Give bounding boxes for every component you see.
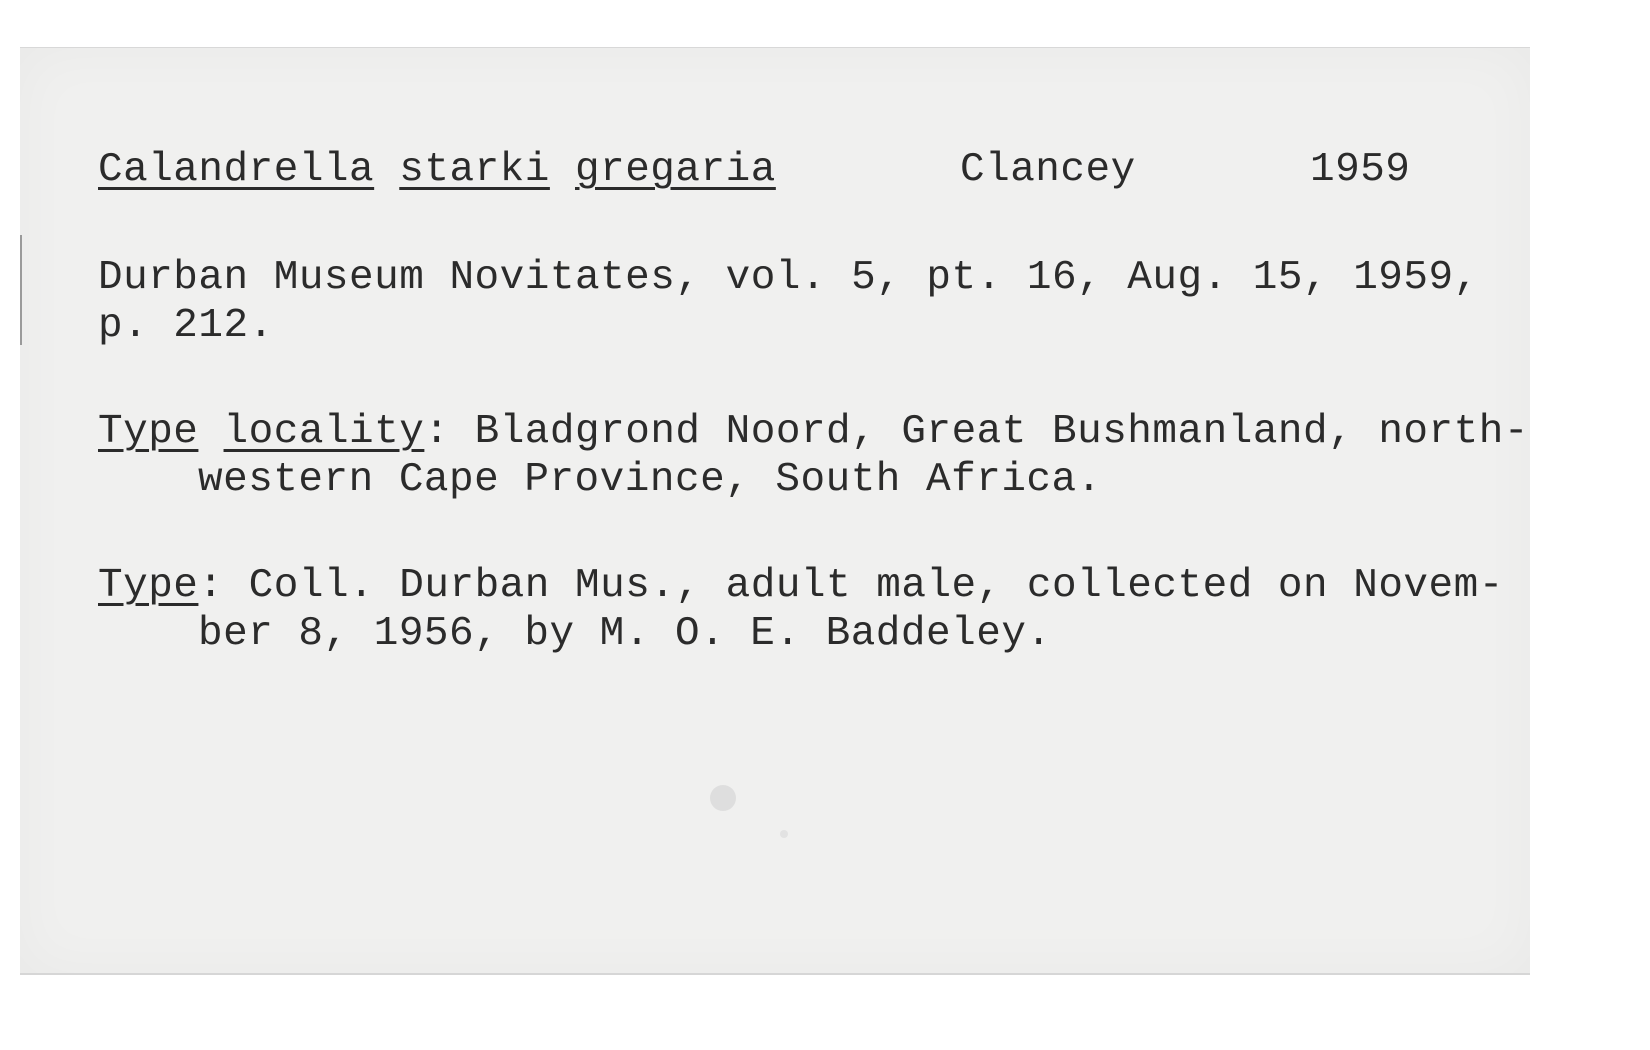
subspecies-name: gregaria	[575, 147, 776, 193]
genus-name: Calandrella	[98, 147, 375, 193]
type-locality-separator: :	[424, 409, 450, 455]
card-edge-mark	[20, 235, 22, 345]
author-name: Clancey	[960, 147, 1136, 193]
species-name: starki	[399, 147, 550, 193]
year: 1959	[1310, 147, 1411, 193]
type-locality-line-1	[98, 409, 1529, 455]
type-locality-label-word1: Type	[98, 409, 199, 455]
type-locality-line-2: western Cape Province, South Africa.	[198, 457, 1102, 503]
type-locality-label-word2: locality	[223, 409, 425, 455]
citation-line-2: p. 212.	[98, 303, 274, 349]
speck-mark	[780, 830, 788, 838]
citation-line-1: Durban Museum Novitates, vol. 5, pt. 16, Aug. 15, 1959,	[98, 255, 1479, 301]
type-label: Type	[98, 563, 199, 609]
smudge-mark	[710, 785, 736, 811]
type-locality-text-1: Bladgrond Noord, Great Bushmanland, north-	[449, 409, 1529, 455]
type-line-2: ber 8, 1956, by M. O. E. Baddeley.	[198, 611, 1052, 657]
type-separator: :	[198, 563, 224, 609]
type-text-1: Coll. Durban Mus., adult male, collected on Novem-	[223, 563, 1504, 609]
heading-line	[98, 147, 776, 193]
type-line-1	[98, 563, 1504, 609]
